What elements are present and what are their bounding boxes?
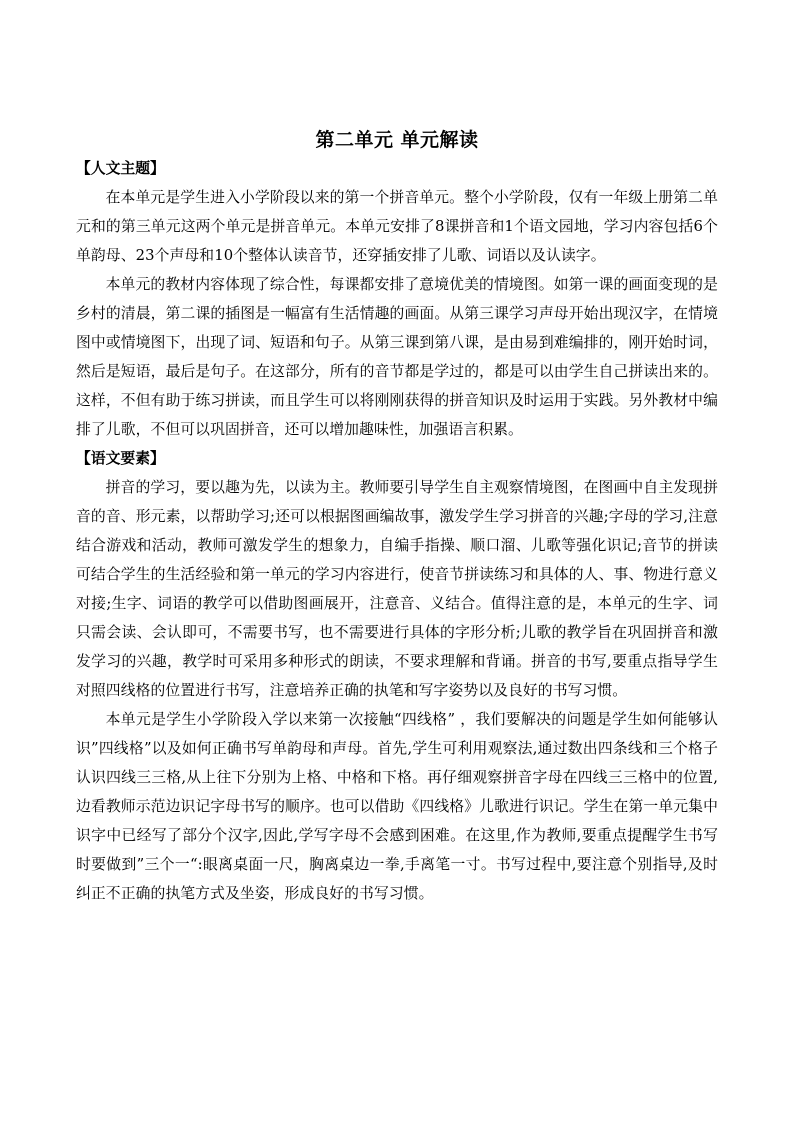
section-heading: 【语文要素】 bbox=[76, 450, 165, 467]
document-body bbox=[76, 154, 718, 908]
page-title: 第二单元 单元解读 bbox=[315, 128, 479, 151]
section-heading: 【人文主题】 bbox=[76, 160, 165, 177]
paragraph: 拼音的学习，要以趣为先，以读为主。教师要引导学生自主观察情境图，在图画中自主发现拼音的音、形元素，以帮助学习;还可以根据图画编故事，激发学生学习拼音的兴趣;字母的学习,注意结合游戏和活动，教师可激发学生的想象力，自编手指操、顺口溜、儿歌等强化识记;音节的拼读可结合学生的生活经验和第一单元的学习内容进行，使音节拼读练习和具体的人、事、物进行意义对接;生字、词语的教学可以借助图画展开，注意音、义结合。值得注意的是，本单元的生字、词只需会读、会认即可，不需要书写，也不需要进行具体的字形分析;儿歌的教学旨在巩固拼音和激发学习的兴趣，教学时可采用多种形式的朗读，不要求理解和背诵。拼音的书写,要重点指导学生对照四线格的位置进行书写，注意培养正确的执笔和写字姿势以及良好的书写习惯。 bbox=[76, 479, 718, 699]
paragraph: 本单元是学生小学阶段入学以来第一次接触“四线格” ，我们要解决的问题是学生如何能够认识”四线格”以及如何正确书写单韵母和声母。首先,学生可利用观察法,通过数出四条线和三个格子认识四线三三格,从上往下分别为上格、中格和下格。再仔细观察拼音字母在四线三三格中的位置,边看教师示范边识记字母书写的顺序。也可以借助《四线格》儿歌进行识记。学生在第一单元集中识字中已经写了部分个汉字,因此,学写字母不会感到困难。在这里,作为教师,要重点提醒学生书写时要做到”三个一“:眼离桌面一尺，胸离桌边一拳,手离笔一寸。书写过程中,要注意个别指导,及时纠正不正确的执笔方式及坐姿，形成良好的书写习惯。 bbox=[76, 711, 718, 902]
paragraph: 本单元的教材内容体现了综合性，每课都安排了意境优美的情境图。如第一课的画面变现的是乡村的清晨，第二课的插图是一幅富有生活情趣的画面。从第三课学习声母开始出现汉字，在情境图中或情境图下，出现了词、短语和句子。从第三课到第八课，是由易到难编排的，刚开始时词，然后是短语，最后是句子。在这部分，所有的音节都是学过的，都是可以由学生自己拼读出来的。这样，不但有助于练习拼读，而且学生可以将刚刚获得的拼音知识及时运用于实践。另外教材中编排了儿歌，不但可以巩固拼音，还可以增加趣味性，加强语言积累。 bbox=[76, 276, 718, 438]
paragraph: 在本单元是学生进入小学阶段以来的第一个拼音单元。整个小学阶段，仅有一年级上册第二单元和的第三单元这两个单元是拼音单元。本单元安排了8课拼音和1个语文园地，学习内容包括6个单韵母、23个声母和10个整体认读音节，还穿插安排了儿歌、词语以及认读字。 bbox=[76, 189, 718, 264]
section-language-elements bbox=[76, 444, 718, 908]
section-humanities-theme bbox=[76, 154, 718, 444]
